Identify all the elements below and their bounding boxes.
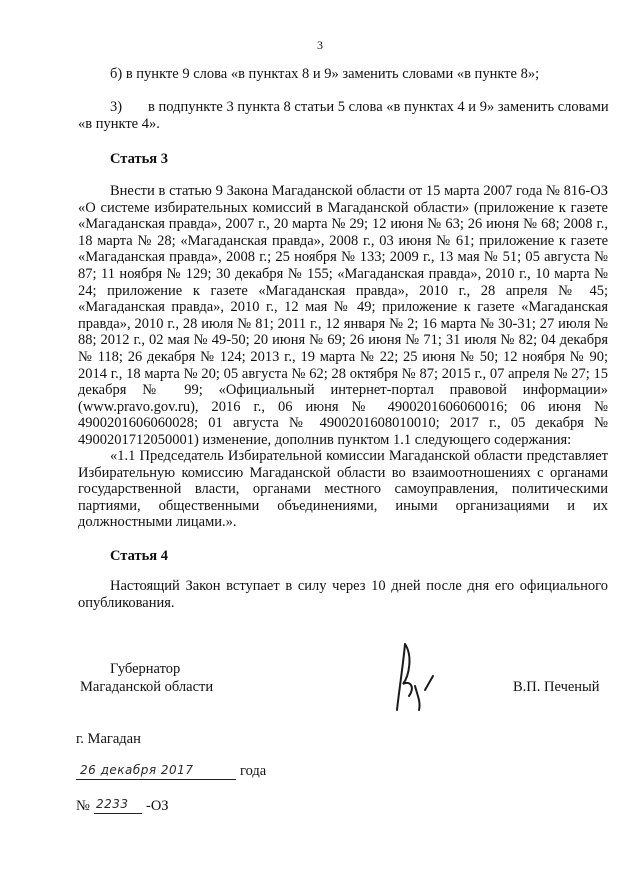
article-4-body: Настоящий Закон вступает в силу через 10 дней после дня его официального опубликования.: [78, 578, 608, 611]
city-line: г. Магадан: [76, 731, 141, 747]
signature-title-line-1: Губернатор: [110, 661, 181, 677]
item-3-continuation: «в пункте 4».: [78, 116, 160, 132]
handwritten-date: 26 декабря 2017: [80, 763, 194, 777]
page-number: 3: [317, 38, 323, 52]
item-3-number: 3): [110, 99, 123, 115]
article-3-heading: Статья 3: [110, 151, 168, 167]
article-3-quote: «1.1 Председатель Избирательной комиссии Магаданской области представляет Избирательную комиссию Магаданской области во взаимоотношениях с органами государственной власти, органами местного самоуправления, политическими партиями, общественными объединениями, иными организациями и их должностными лицами.».: [78, 448, 608, 531]
law-number-suffix: -ОЗ: [146, 798, 169, 814]
article-4-heading: Статья 4: [110, 548, 168, 564]
handwritten-law-number: 2233: [96, 797, 129, 811]
law-number-prefix: №: [76, 798, 90, 814]
item-b-line: б) в пункте 9 слова «в пунктах 8 и 9» заменить словами «в пункте 8»;: [110, 66, 540, 82]
item-3-text: в подпункте 3 пункта 8 статьи 5 слова «в пунктах 4 и 9» заменить словами: [148, 99, 609, 115]
signatory-name: В.П. Печеный: [513, 679, 600, 695]
handwritten-signature: [385, 636, 445, 716]
year-word: года: [240, 763, 267, 779]
article-3-body: Внести в статью 9 Закона Магаданской области от 15 марта 2007 года № 816-ОЗ «О системе избирательных комиссий в Магаданской области» (приложение к газете «Магаданская правда», 2007 г., 20 марта № 29; 12 июня № 63; 26 июня № 68; 2008 г., 18 марта № 28; «Магаданская правда», 2008 г., 03 июня № 61; приложение к газете «Магаданская правда», 2008 г.; 25 ноября № 133; 2009 г., 13 мая № 51; 05 августа № 87; 11 ноября № 129; 30 декабря № 155; «Магаданская правда», 2010 г., 10 марта № 24; приложение к газете «Магаданская правда», 2010 г., 28 апреля № 45; «Магаданская правда», 2010 г., 12 мая № 49; приложение к газете «Магаданская правда», 2010 г., 28 июля № 81; 2011 г., 12 января № 2; 16 марта № 30-31; 27 июля № 88; 2012 г., 02 мая № 49-50; 20 июня № 69; 26 июня № 71; 31 июля № 82; 04 декабря № 118; 26 декабря № 124; 2013 г., 19 марта № 22; 25 июня № 50; 12 ноября № 90; 2014 г., 18 марта № 20; 05 августа № 62; 28 октября № 87; 2015 г., 07 апреля № 27; 15 декабря № 99; «Официальный интернет-портал правовой информации» (www.pravo.gov.ru), 2016 г., 06 июня № 4900201606060016; 06 июня № 4900201606060028; 01 августа № 4900201608010010; 2017 г., 05 декабря № 4900201712050001) изменение, дополнив пунктом 1.1 следующего содержания:: [78, 183, 608, 448]
signature-title-line-2: Магаданской области: [80, 679, 214, 695]
